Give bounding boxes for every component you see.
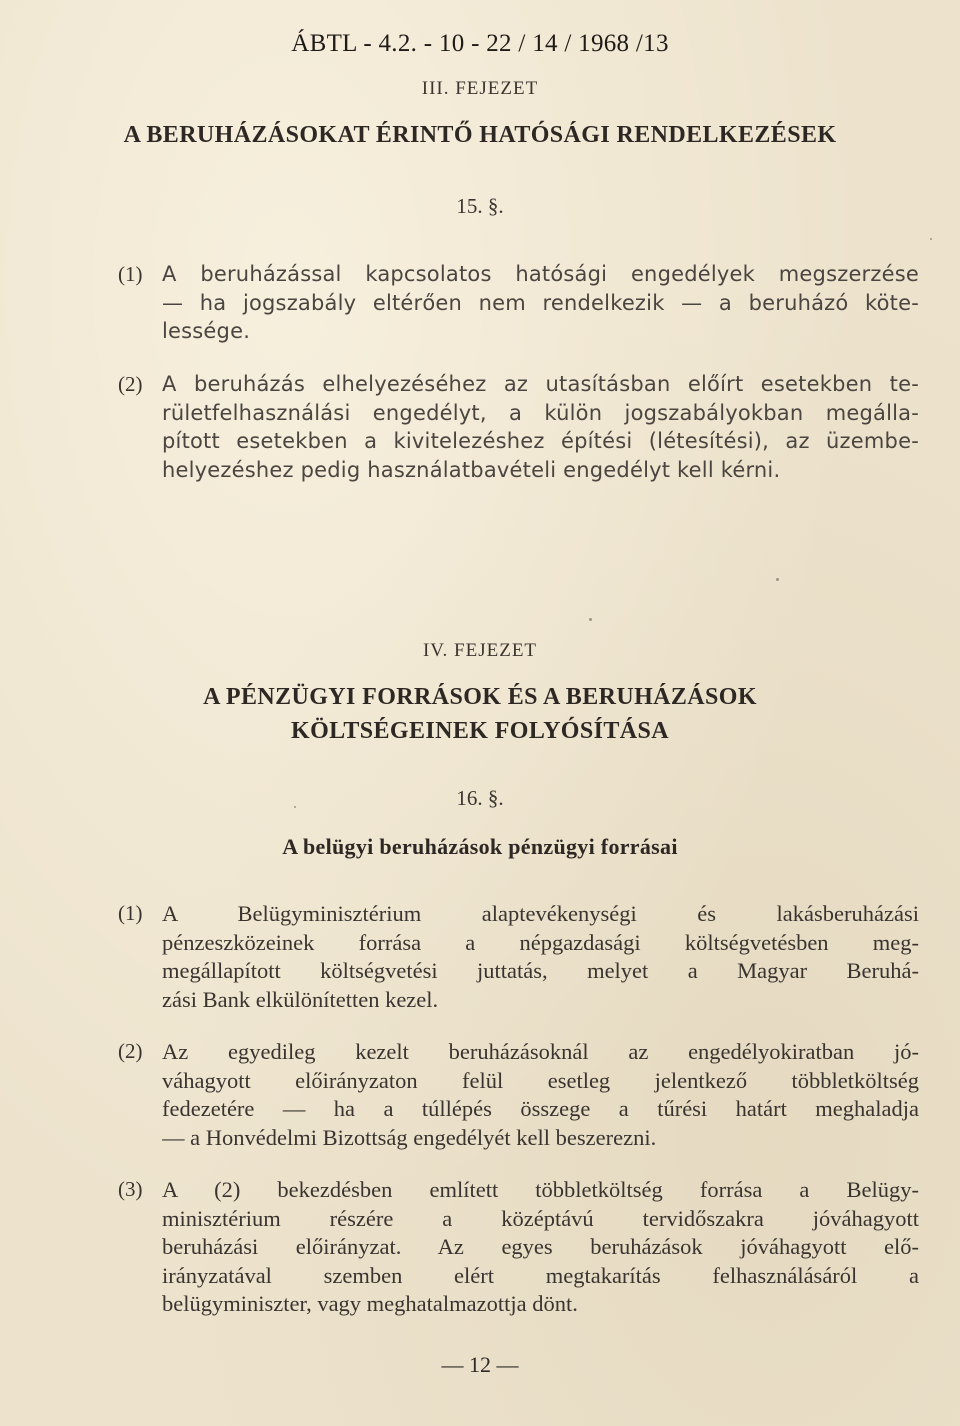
text-line: A beruházással kapcsolatos hatósági engedélyek megszerzése: [162, 262, 919, 286]
paragraph-number: (1): [118, 901, 143, 925]
chapter-4-title-line-2: KÖLTSÉGEINEK FOLYÓSÍTÁSA: [291, 718, 669, 744]
text-line: helyezéshez pedig használatbavételi engedélyt kell kérni.: [162, 457, 781, 482]
text-line: pított esetekben a kivitelezéshez építési (létesítési), az üzembe-: [162, 429, 919, 453]
section-15-paragraph-2: [162, 372, 919, 486]
section-16-paragraph-1: [162, 901, 919, 1015]
text-line: irányzatával szemben elért megtakarítás felhasználásáról a: [162, 1262, 919, 1288]
paragraph-number: (2): [118, 1039, 143, 1063]
text-line: rületfelhasználási engedélyt, a külön jogszabályokban megálla-: [162, 400, 919, 425]
text-line: minisztérium részére a középtávú tervidőszakra jóváhagyott: [162, 1205, 919, 1231]
text-line: — a Honvédelmi Bizottság engedélyét kell beszerezni.: [162, 1124, 657, 1150]
page-number: — 12 —: [441, 1352, 519, 1377]
text-line: A Belügyminisztérium alaptevékenységi és lakásberuházási: [162, 901, 919, 926]
text-line: beruházási előirányzat. Az egyes beruházások jóváhagyott elő-: [162, 1234, 919, 1259]
paragraph-number: (2): [118, 372, 143, 396]
text-line: fedezetére — ha a túllépés összege a tűrési határt meghaladja: [162, 1096, 919, 1121]
chapter-4-title-line-1: A PÉNZÜGYI FORRÁSOK ÉS A BERUHÁZÁSOK: [203, 684, 757, 710]
section-16-subheading: A belügyi beruházások pénzügyi forrásai: [282, 834, 678, 859]
text-line: zási Bank elkülönítetten kezel.: [162, 986, 439, 1012]
text-line: váhagyott előirányzaton felül esetleg jelentkező többletköltség: [162, 1067, 919, 1093]
chapter-4-label: IV. FEJEZET: [422, 640, 538, 661]
section-16-mark: 16. §.: [456, 786, 504, 810]
text-line: belügyminiszter, vagy meghatalmazottja dönt.: [162, 1291, 578, 1316]
archive-reference: ÁBTL - 4.2. - 10 - 22 / 14 / 1968 /13: [291, 30, 669, 57]
paper-speck: [294, 806, 296, 808]
paragraph-number: (3): [118, 1177, 143, 1201]
text-line: A (2) bekezdésben említett többletköltség forrása a Belügy-: [162, 1177, 919, 1202]
section-16-paragraph-3: [162, 1177, 919, 1320]
text-line: pénzeszközeinek forrása a népgazdasági költségvetésben meg-: [162, 929, 919, 955]
section-15-mark: 15. §.: [456, 194, 504, 218]
chapter-3-title: A BERUHÁZÁSOKAT ÉRINTŐ HATÓSÁGI RENDELKEZÉSEK: [123, 122, 837, 148]
paper-speck: [776, 578, 779, 581]
chapter-3-label: III. FEJEZET: [421, 78, 539, 99]
section-15-paragraph-1: [162, 262, 919, 348]
text-line: lessége.: [162, 319, 251, 343]
section-16-paragraph-2: [162, 1039, 919, 1153]
paragraph-number: (1): [118, 262, 143, 286]
paper-speck: [930, 238, 932, 240]
text-line: megállapított költségvetési juttatás, melyet a Magyar Beruhá-: [162, 958, 919, 983]
text-line: — ha jogszabály eltérően nem rendelkezik — a beruházó köte-: [162, 290, 919, 315]
paper-speck: [589, 618, 592, 621]
text-line: Az egyedileg kezelt beruházásoknál az engedélyokiratban jó-: [162, 1039, 919, 1064]
text-line: A beruházás elhelyezéséhez az utasításban előírt esetekben te-: [162, 372, 919, 396]
